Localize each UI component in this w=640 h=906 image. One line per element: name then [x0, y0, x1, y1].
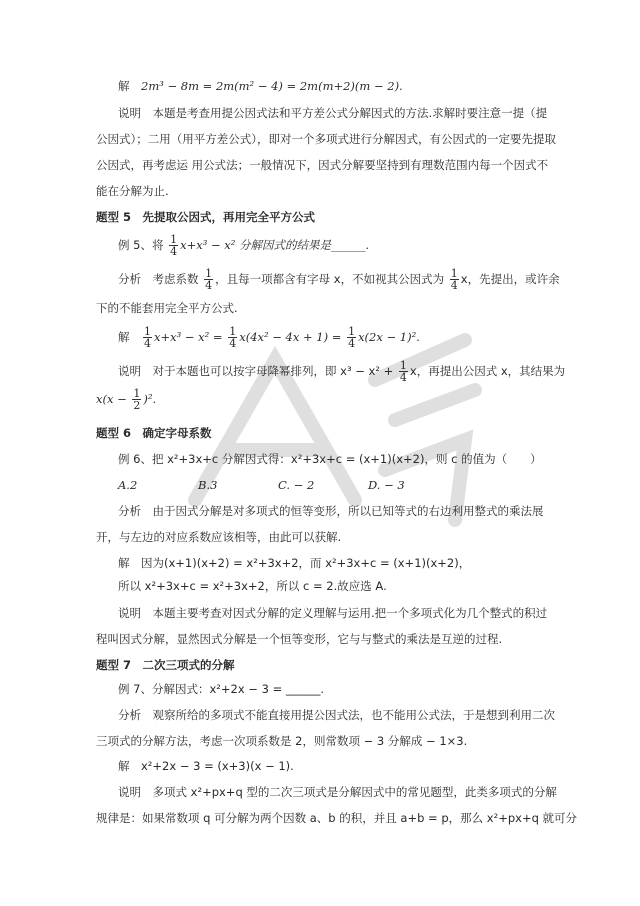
note-line: 程叫因式分解，显然因式分解是一个恒等变形，它与与整式的乘法是互逆的过程. [96, 632, 503, 646]
note-line: 能在分解为止. [96, 184, 169, 198]
section-heading: 题型 6 确定字母系数 [96, 426, 212, 440]
analysis-line: 分析 由于因式分解是对多项式的恒等变形，所以已知等式的右边利用整式的乘法展 [118, 504, 544, 518]
example-line: 例 7、分解因式：x²+2x − 3 = ______. [118, 682, 325, 696]
note-line: 说明 多项式 x²+px+q 型的二次三项式是分解因式中的常见题型，此类多项式的分解 [118, 785, 557, 799]
option-a: A.2 [118, 478, 138, 492]
note-line: 说明 本题主要考查对因式分解的定义理解与运用.把一个多项式化为几个整式的积过 [118, 606, 548, 620]
solution-line: 解 x²+2x − 3 = (x+3)(x − 1). [118, 759, 294, 773]
example-line: 例 6、把 x²+3x+c 分解因式得：x²+3x+c = (x+1)(x+2)，则 c 的值为（ ） [118, 452, 542, 466]
note-line: x(x − $\frac{1}{2}$ )². [96, 387, 157, 412]
analysis-line: 分析 考虑系数 $\frac{1}{4}$ ，且每一项都含有字母 x，不如视其公因式为 $\frac{1}{4}$ x，先提出，或许余 [118, 267, 560, 292]
analysis-line: 下的不能套用完全平方公式. [96, 301, 238, 315]
note-line: 规律是：如果常数项 q 可分解为两个因数 a、b 的积，并且 a+b = p，那么 x²+px+q 就可分 [96, 811, 578, 825]
analysis-line: 分析 观察所给的多项式不能直接用提公因式法，也不能用公式法，于是想到利用二次 [118, 708, 555, 722]
example-line: 例 5、将 $\frac{1}{4}$ x+x³ − x² 分解因式的结果是______. [118, 233, 370, 258]
analysis-line: 三项式的分解方法，考虑一次项系数是 2，则常数项 − 3 分解成 − 1×3. [96, 734, 468, 748]
analysis-line: 开，与左边的对应系数应该相等，由此可以获解. [96, 530, 342, 544]
section-heading: 题型 7 二次三项式的分解 [96, 658, 235, 672]
note-line: 说明 对于本题也可以按字母降幂排列，即 x³ − x² + $\frac{1}{4}$ x，再提出公因式 x，其结果为 [118, 359, 566, 384]
option-c: C. − 2 [278, 478, 315, 492]
option-d: D. − 3 [368, 478, 405, 492]
solution-line: 解 因为(x+1)(x+2) = x²+3x+2，而 x²+3x+c = (x+1)(x+2)， [118, 556, 471, 570]
solution-line: 解 $\frac{1}{4}$ x+x³ − x² = $\frac{1}{4}$ x(4x² − 4x + 1) = $\frac{1}{4}$ x(2x − 1)². [118, 325, 420, 350]
solution-line: 所以 x²+3x+c = x²+3x+2，所以 c = 2.故应选 A. [118, 579, 387, 593]
note-line: 说明 本题是考查用提公因式法和平方差公式分解因式的方法.求解时要注意一提（提 [118, 106, 548, 120]
note-line: 公因式，再考虑运 用公式法；一般情况下，因式分解要坚持到有理数范围内每一个因式不 [96, 158, 549, 172]
section-heading: 题型 5 先提取公因式，再用完全平方公式 [96, 210, 316, 224]
solution-line: 解 2m³ − 8m = 2m(m² − 4) = 2m(m+2)(m − 2). [118, 79, 403, 93]
option-b: B.3 [198, 478, 218, 492]
note-line: 公因式）；二用（用平方差公式），即对一个多项式进行分解因式，有公因式的一定要先提取 [96, 132, 556, 146]
